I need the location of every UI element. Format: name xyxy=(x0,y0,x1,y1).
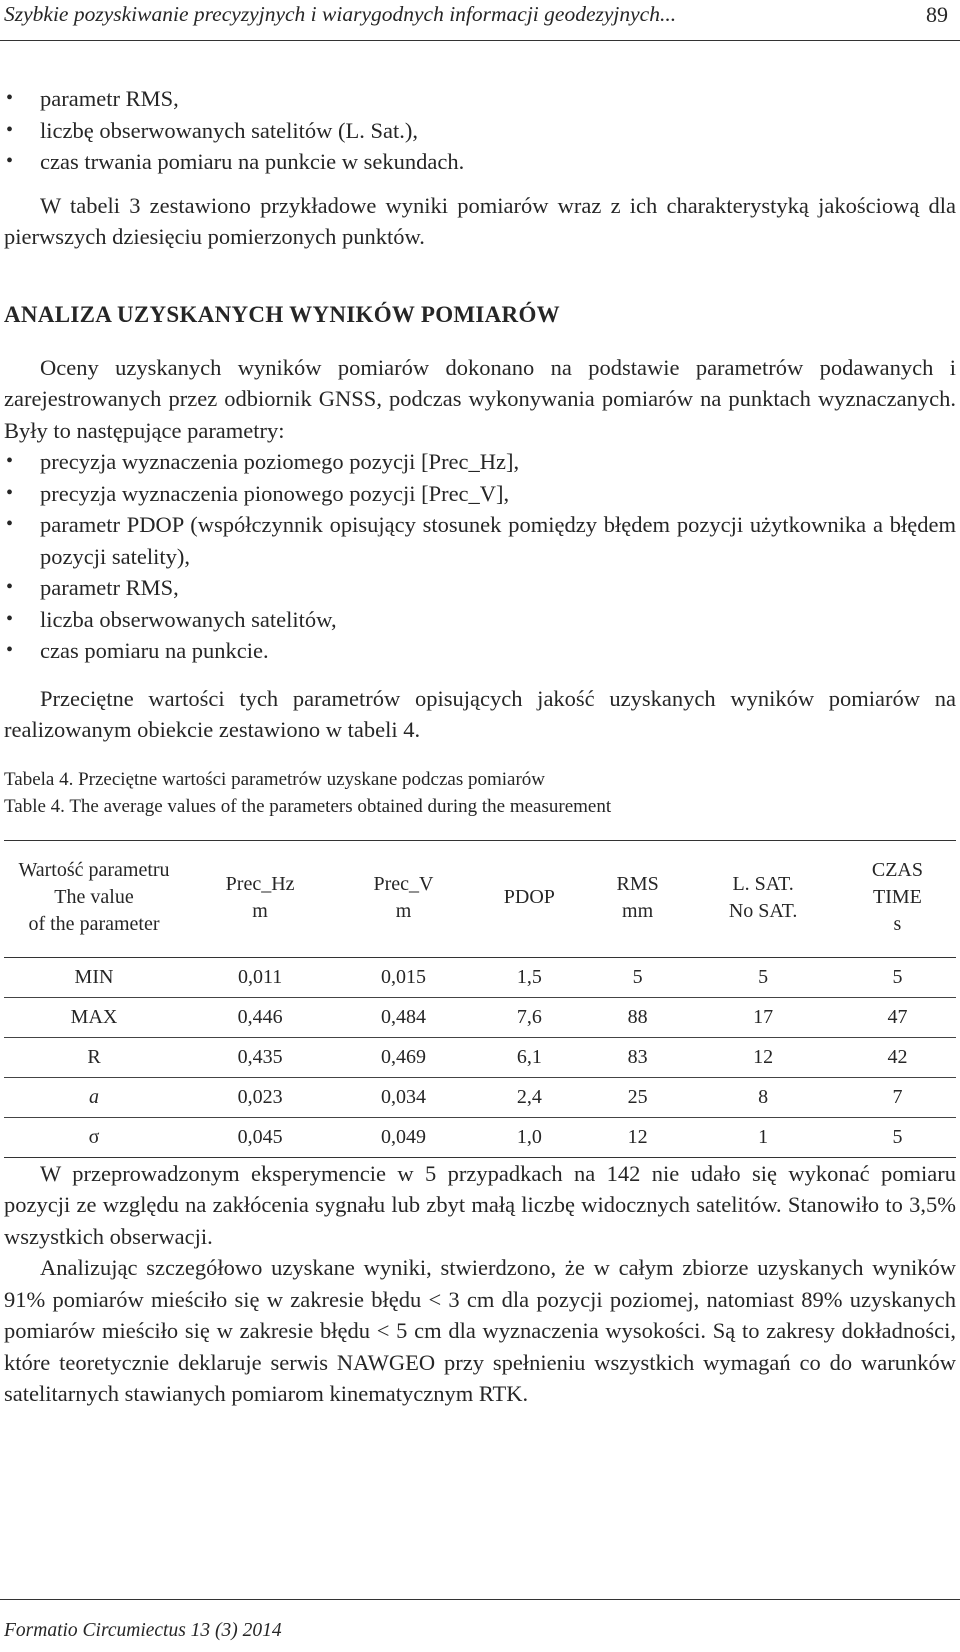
list-item xyxy=(4,572,956,604)
caption-english: Table 4. The average values of the parameters obtained during the measurement xyxy=(4,795,612,817)
table-cell: 0,023 xyxy=(184,1077,336,1117)
table-cell: 1 xyxy=(687,1117,839,1157)
header-text: No SAT. xyxy=(728,899,798,922)
journal-citation: Formatio Circumiectus 13 (3) 2014 xyxy=(4,1620,282,1641)
table-cell: 0,446 xyxy=(184,997,336,1037)
intro-bullet-list xyxy=(4,83,956,178)
table-cell: 0,435 xyxy=(184,1037,336,1077)
table-cell: 8 xyxy=(687,1077,839,1117)
paragraph-averages: Przeciętne wartości tych parametrów opisujących jakość uzyskanych wyników pomiarów na realizowanym obiekcie zestawiono w tabeli 4. xyxy=(4,685,956,742)
table-cell: 17 xyxy=(687,997,839,1037)
list-item xyxy=(4,604,956,636)
table-cell: 6,1 xyxy=(471,1037,588,1077)
list-item xyxy=(4,446,956,478)
table-cell: 12 xyxy=(588,1117,687,1157)
running-head-title: Szybkie pozyskiwanie precyzyjnych i wiarygodnych informacji geodezyjnych... xyxy=(4,2,677,26)
paragraph-table3: W tabeli 3 zestawiono przykładowe wyniki pomiarów wraz z ich charakterystyką jakościową dla pierwszych dziesięciu pomierzonych punktów. xyxy=(4,192,956,249)
running-head xyxy=(0,0,960,41)
section-heading: ANALIZA UZYSKANYCH WYNIKÓW POMIARÓW xyxy=(4,301,560,327)
table-cell: 0,484 xyxy=(336,997,471,1037)
caption-polish: Tabela 4. Przeciętne wartości parametrów uzyskane podczas pomiarów xyxy=(4,768,545,790)
table-cell: 0,045 xyxy=(184,1117,336,1157)
table-row xyxy=(4,957,956,997)
list-item-text: parametr RMS, xyxy=(40,86,179,111)
header-text: s xyxy=(893,913,902,935)
paragraph-experiment: W przeprowadzonym eksperymencie w 5 przypadkach na 142 nie udało się wykonać pomiaru pozycji ze względu na zakłócenia sygnału lub zbyt małą liczbę widocznych satelitów. Stanowiło to 3,5% wszystkich obserwacji. xyxy=(4,1160,956,1249)
table-cell: 25 xyxy=(588,1077,687,1117)
table-row xyxy=(4,1117,956,1157)
header-prec-hz xyxy=(184,840,336,957)
list-item xyxy=(4,478,956,510)
table-caption xyxy=(4,766,956,820)
table-cell: 0,011 xyxy=(184,957,336,997)
table-header-row xyxy=(4,840,956,957)
list-item xyxy=(4,635,956,667)
parameters-table xyxy=(4,840,956,1158)
table-cell: 0,034 xyxy=(336,1077,471,1117)
header-text: Prec_Hz xyxy=(225,872,295,895)
list-item-text: czas pomiaru na punkcie. xyxy=(40,638,269,663)
header-text: mm xyxy=(622,899,654,922)
list-item-text: liczbę obserwowanych satelitów (L. Sat.), xyxy=(40,117,419,143)
header-rms xyxy=(588,840,687,957)
page-number: 89 xyxy=(926,2,948,27)
table-cell: 47 xyxy=(839,997,956,1037)
header-text: TIME xyxy=(873,886,922,908)
header-parameter xyxy=(4,840,184,957)
table-cell: 1,0 xyxy=(471,1117,588,1157)
paragraph-detailed: Analizując szczegółowo uzyskane wyniki, stwierdzono, że w całym zbiorze uzyskanych wyników 91% pomiarów mieściło się w zakresie błędu < 3 cm dla pozycji poziomej, natomiast 89% uzyskanych pomiarów mieściło się w zakresie błędu < 5 cm dla wyznaczenia wysokości. Są to zakresy dokładności, które teoretycznie deklaruje serwis NAWGEO przy spełnieniu wszystkich wymagań co do warunków satelitarnych stawianych pomiarom kinematycznym RTK. xyxy=(4,1255,956,1406)
bullet-icon: • xyxy=(6,481,14,504)
header-text: of the parameter xyxy=(28,913,160,935)
table-cell: 5 xyxy=(687,957,839,997)
list-item xyxy=(4,509,956,572)
table-cell: 1,5 xyxy=(471,957,588,997)
list-item xyxy=(4,146,956,178)
list-item-text: precyzja wyznaczenia pionowego pozycji [Prec_V], xyxy=(40,480,510,506)
table-row xyxy=(4,1077,956,1117)
table-cell: 2,4 xyxy=(471,1077,588,1117)
table-cell: 0,049 xyxy=(336,1117,471,1157)
table-row xyxy=(4,997,956,1037)
table-cell: R xyxy=(4,1037,184,1077)
body-content xyxy=(4,83,956,1410)
table-cell: 5 xyxy=(588,957,687,997)
parameter-bullet-list xyxy=(4,446,956,667)
bullet-icon: • xyxy=(6,450,14,472)
table-cell: 0,015 xyxy=(336,957,471,997)
table-row xyxy=(4,1037,956,1077)
header-text: m xyxy=(395,899,412,922)
bullet-icon: • xyxy=(6,639,14,661)
table-cell: σ xyxy=(4,1117,184,1157)
header-time xyxy=(839,840,956,957)
table-cell: 5 xyxy=(839,957,956,997)
bullet-icon: • xyxy=(6,87,14,109)
list-item-text: parametr RMS, xyxy=(40,575,179,600)
table-cell: 7,6 xyxy=(471,997,588,1037)
table-cell: 7 xyxy=(839,1077,956,1117)
table-cell: 12 xyxy=(687,1037,839,1077)
table-cell: MAX xyxy=(4,997,184,1037)
bullet-icon: • xyxy=(6,576,14,598)
header-lsat xyxy=(687,840,839,957)
list-item-text: liczba obserwowanych satelitów, xyxy=(40,606,337,632)
header-text: The value xyxy=(54,886,134,908)
header-text: m xyxy=(252,899,268,922)
header-text: Prec_V xyxy=(373,872,434,895)
list-item xyxy=(4,115,956,147)
bullet-icon: • xyxy=(6,150,14,172)
header-text: CZAS xyxy=(871,859,923,881)
list-item xyxy=(4,83,956,115)
list-item-text: precyzja wyznaczenia poziomego pozycji [Prec_Hz], xyxy=(40,449,520,474)
table-cell: 5 xyxy=(839,1117,956,1157)
bullet-icon: • xyxy=(6,118,14,141)
list-item-text: czas trwania pomiaru na punkcie w sekundach. xyxy=(40,149,465,174)
bullet-icon: • xyxy=(6,513,14,535)
table-cell: MIN xyxy=(4,957,184,997)
paragraph-analysis: Oceny uzyskanych wyników pomiarów dokonano na podstawie parametrów podawanych i zarejestrowanych przez odbiornik GNSS, podczas wykonywania pomiarów na punktach wyznaczanych. Były to następujące parametry: xyxy=(4,354,956,443)
table-cell: 42 xyxy=(839,1037,956,1077)
table-cell: 0,469 xyxy=(336,1037,471,1077)
header-text: Wartość parametru xyxy=(18,859,170,881)
bullet-icon: • xyxy=(6,607,14,630)
header-prec-v xyxy=(336,840,471,957)
table-cell: 83 xyxy=(588,1037,687,1077)
header-text: L. SAT. xyxy=(732,872,794,895)
header-text: RMS xyxy=(616,872,659,895)
header-pdop xyxy=(471,840,588,957)
footer xyxy=(0,1599,960,1641)
list-item-text: parametr PDOP (współczynnik opisujący stosunek pomiędzy błędem pozycji użytkownika a błędem pozycji satelity), xyxy=(40,512,956,569)
table-cell: a xyxy=(4,1077,184,1117)
table-cell: 88 xyxy=(588,997,687,1037)
header-text: PDOP xyxy=(503,886,555,908)
